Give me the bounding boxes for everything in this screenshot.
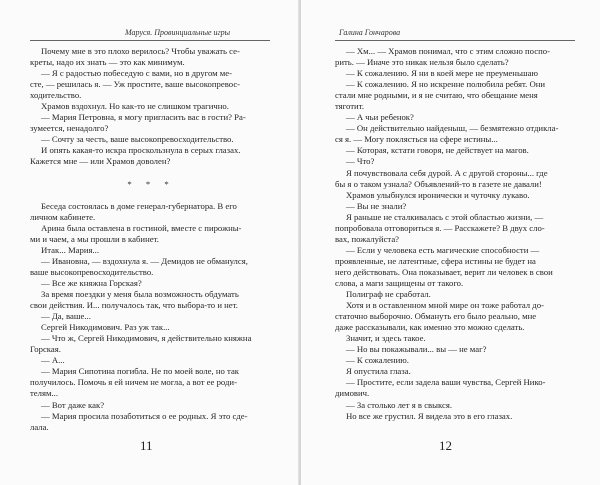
text-line: креты, надо их знать — это как минимум.: [30, 57, 185, 68]
text-line: Сергей Никодимович. Раз уж так...: [41, 322, 170, 333]
text-line: И опять какая-то искра проскользнула в серых глазах.: [41, 145, 241, 156]
text-line: зумеется, ненадолго?: [30, 123, 109, 134]
text-line: Беседа состоялась в доме генерал-губернатора. В его: [41, 200, 237, 211]
text-line: — Которая, кстати говоря, не действует на магов.: [346, 145, 529, 156]
text-line: сте, — решилась я. — Уж простите, ваше высокопревос-: [30, 79, 241, 90]
text-line: Я почувствовала себя дурой. А с другой стороны... где: [346, 167, 548, 178]
text-line: Значит, и здесь такое.: [346, 333, 426, 344]
text-line: — За столько лет я в свыкся.: [346, 399, 453, 410]
text-line: За время поездки у меня была возможность обдумать: [41, 289, 239, 300]
blank-line: [30, 190, 272, 201]
text-line: слова, а маги защищены от такого.: [335, 277, 464, 288]
text-line: Но все же грустил. Я видела это в его глазах.: [346, 410, 513, 421]
text-line: ся я. — Могу поклясться на сфере истины...: [335, 134, 498, 145]
text-line: вах, пожалуйста?: [335, 233, 400, 244]
text-line: — Хм... — Храмов понимал, что с этим сложно поспо-: [346, 46, 550, 56]
text-line: Храмов вздохнул. Но как-то не слишком трагично.: [41, 101, 229, 112]
text-line: ваше высокопревосходительство.: [30, 266, 154, 277]
text-line: — Да, ваше...: [41, 311, 91, 322]
text-line: — К сожалению.: [346, 355, 409, 366]
left-page: [0, 0, 299, 485]
text-line: него действовать. Она показывает, верит ли человек в свои: [335, 266, 553, 277]
text-line: Кажется мне — или Храмов доволен?: [30, 156, 171, 167]
text-line: — Мария Петровна, я могу пригласить вас в гости? Ра-: [41, 112, 246, 123]
text-line: — Простите, если задела ваши чувства, Сергей Нико-: [346, 377, 546, 388]
text-line: попробовала отговориться я. — Расскажете? В двух сло-: [335, 222, 545, 233]
text-line: — Но вы покажывали... вы — не маг?: [346, 344, 487, 355]
text-line: свои действия. И... получалось так, что выбора-то и нет.: [30, 300, 238, 311]
text-line: Почему мне в это плохо верилось? Чтобы уважать се-: [41, 46, 240, 56]
text-line: — Вот даже как?: [41, 399, 105, 410]
text-line: — Мария Сипотина погибла. Не по моей воле, но так: [41, 366, 240, 377]
text-line: — Все же княжна Горская?: [41, 277, 142, 288]
text-line: — Что?: [346, 156, 375, 167]
text-line: — Вы не знали?: [346, 200, 407, 211]
left-body-text: [30, 46, 272, 433]
text-line: — Мария просила позаботиться о ее родных. Я это сде-: [41, 410, 248, 421]
text-line: тяготит.: [335, 101, 365, 112]
left-header-rule: [30, 40, 270, 41]
text-line: — К сожалению. Я ни в коей мере не преуменьшаю: [346, 68, 538, 79]
text-line: — Он действительно найденыш, — безмятежно отдикла-: [346, 123, 559, 134]
text-line: личном кабинете.: [30, 211, 96, 222]
text-line: Горская.: [30, 344, 61, 355]
text-line: димович.: [335, 388, 370, 399]
text-line: рить. — Иначе это никак нельзя было сделать?: [335, 57, 509, 68]
right-page-number: 12: [439, 438, 452, 453]
text-line: статочно выборочно. Обмануть его было реально, мне: [335, 311, 537, 322]
section-break: * * *: [127, 178, 175, 189]
text-line: Я опустила глаза.: [346, 366, 411, 377]
text-line: Полиграф не сработал.: [346, 289, 431, 300]
text-line: даже рассказывали, как именно это можно сделать.: [335, 322, 525, 333]
text-line: стали мне родными, и я не считаю, что обещание меня: [335, 90, 538, 101]
text-line: — Что ж, Сергей Никодимович, я действительно княжна: [41, 333, 252, 344]
text-line: проявленные, не латентные, сфера истины не будет на: [335, 255, 536, 266]
text-line: — А чьи ребенок?: [346, 112, 414, 123]
right-body-text: [335, 46, 577, 422]
blank-line: [30, 168, 272, 179]
text-line: ми и чаем, а мы прошли в кабинет.: [30, 233, 159, 244]
left-running-head: Маруся. Провинциальные игры: [125, 28, 231, 37]
text-line: — Если у человека есть магические способности —: [346, 244, 540, 255]
text-line: бы я о таком узнала? Объявлений-то в газете не давали!: [335, 178, 542, 189]
text-line: Хотя и в оставленном мной мире он тоже работал до-: [346, 300, 544, 311]
text-line: получилось. Помочь я ей ничем не могла, а вот ее роди-: [30, 377, 237, 388]
text-line: лала.: [30, 421, 49, 432]
right-header-rule: [335, 40, 575, 41]
right-running-head: Галина Гончарова: [339, 28, 401, 37]
text-line: — Сочту за честь, ваше высокопревосходительство.: [41, 134, 234, 145]
text-line: — Я с радостью побеседую с вами, но в другом ме-: [41, 68, 233, 79]
text-line: — А...: [41, 355, 65, 366]
text-line: — Ивановна, — вздохнула я. — Демидов не обманулся,: [41, 255, 248, 266]
text-line: Арина была оставлена в гостиной, вместе с пирожны-: [41, 222, 242, 233]
text-line: Итак... Мария...: [41, 244, 100, 255]
left-page-number: 11: [140, 438, 153, 453]
text-line: телям...: [30, 388, 58, 399]
text-line: Храмов улыбнулся иронически и чуточку лукаво.: [346, 189, 530, 200]
text-line: ходительство.: [30, 90, 82, 101]
text-line: — К сожалению. Я но искренне полюбила ребят. Они: [346, 79, 546, 90]
text-line: Я раньше не сталкивалась с этой областью жизни, —: [346, 211, 544, 222]
right-page: [301, 0, 600, 485]
